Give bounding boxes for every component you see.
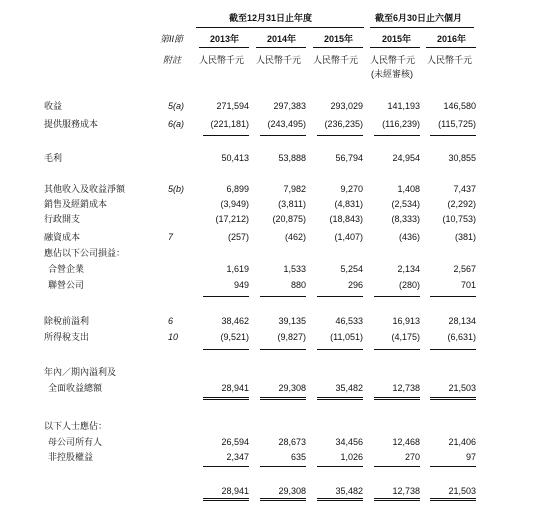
row-value: 30,855 [448,153,476,163]
row-value: (6,631) [447,332,476,342]
row-value: 21,503 [448,383,476,393]
period-group-header-dec: 截至12月31日止年度 [229,13,313,23]
subtotal-line [260,466,306,467]
row-note: 6 [168,316,174,326]
section-label: 第II節 [160,34,184,44]
row-note: 10 [168,332,179,342]
row-value: (17,212) [215,214,249,224]
unit-label: 人民幣千元 [370,55,416,65]
unit-label: 人民幣千元 [199,55,245,65]
row-value: 50,413 [221,153,249,163]
note-label: 附註 [163,55,182,65]
row-value: 28,673 [278,437,306,447]
row-value: 141,193 [387,101,420,111]
row-value: 28,134 [448,316,476,326]
subtotal-line [203,466,249,467]
row-value: (8,333) [391,214,420,224]
row-value: (381) [454,232,476,242]
year-underline [370,47,420,48]
row-value: (1,407) [334,232,363,242]
row-note: 6(a) [168,119,185,129]
subtotal-line [374,296,420,297]
year-underline [199,47,249,48]
row-value: 56,794 [335,153,363,163]
total-double-line [203,498,249,501]
row-value: (243,495) [267,119,306,129]
total-double-line [260,397,306,400]
row-value: 12,468 [392,437,420,447]
subtotal-line [317,296,363,297]
row-value: (11,051) [330,332,363,342]
row-value: 2,347 [226,452,249,462]
row-value: (3,949) [220,199,249,209]
row-value: 12,738 [392,486,420,496]
row-value: (236,235) [324,119,363,129]
row-value: 26,594 [221,437,249,447]
row-value: (280) [398,280,420,290]
subtotal-line [203,135,249,136]
row-label: 合營企業 [48,264,85,274]
unit-label: 人民幣千元 [256,55,302,65]
year-header: 2014年 [267,34,297,44]
row-value: 270 [404,452,420,462]
row-value: (115,725) [438,119,476,129]
year-header: 2013年 [210,34,240,44]
row-label: 所得稅支出 [44,332,90,342]
row-value: 21,503 [448,486,476,496]
row-value: 16,913 [392,316,420,326]
row-value: 297,383 [273,101,306,111]
subtotal-line [260,349,306,350]
row-label: 母公司所有人 [48,437,103,447]
subtotal-line [374,349,420,350]
row-label: 應佔以下公司損益： [44,248,126,258]
row-value: 12,738 [392,383,420,393]
group-underline-dec [196,27,364,28]
year-header: 2015年 [382,34,412,44]
year-header: 2015年 [324,34,354,44]
row-value: (4,831) [334,199,363,209]
total-double-line [317,498,363,501]
row-value: 880 [290,280,306,290]
row-value: 701 [460,280,476,290]
group-underline-jun [370,27,474,28]
subtotal-line [374,135,420,136]
row-value: 146,580 [443,101,476,111]
row-value: (10,753) [442,214,476,224]
row-value: 53,888 [278,153,306,163]
year-underline [426,47,476,48]
row-value: (436) [398,232,420,242]
row-value: 21,406 [448,437,476,447]
row-value: 2,134 [397,264,420,274]
unaudited-label: (未經審核) [371,69,413,79]
total-double-line [203,397,249,400]
row-value: 5,254 [340,264,363,274]
row-note: 5(a) [168,101,185,111]
row-value: 635 [290,452,306,462]
row-value: 34,456 [335,437,363,447]
subtotal-line [317,466,363,467]
row-value: (462) [284,232,306,242]
row-label: 融資成本 [44,232,81,242]
total-double-line [374,397,420,400]
row-value: (257) [227,232,249,242]
row-value: 28,941 [221,383,249,393]
row-label: 銷售及經銷成本 [44,199,108,209]
unit-label: 人民幣千元 [427,55,473,65]
row-value: 35,482 [335,486,363,496]
total-double-line [374,498,420,501]
year-underline [313,47,363,48]
row-value: 949 [233,280,249,290]
row-label: 年內／期內溢利及 [44,367,117,377]
row-value: 7,437 [453,184,476,194]
total-double-line [430,498,476,501]
row-note: 7 [168,232,174,242]
subtotal-line [430,135,476,136]
subtotal-line [317,349,363,350]
row-value: (4,175) [391,332,420,342]
subtotal-line [203,349,249,350]
row-label: 以下人士應佔： [44,421,108,431]
row-value: 29,308 [278,486,306,496]
total-double-line [317,397,363,400]
subtotal-line [430,296,476,297]
row-value: 293,029 [330,101,363,111]
row-label: 提供服務成本 [44,119,99,129]
subtotal-line [317,135,363,136]
row-value: (9,521) [220,332,249,342]
subtotal-line [374,466,420,467]
row-label: 其他收入及收益淨額 [44,184,126,194]
row-label: 行政開支 [44,214,81,224]
row-value: 28,941 [221,486,249,496]
row-value: (221,181) [210,119,249,129]
row-value: 296 [347,280,363,290]
row-value: (9,827) [277,332,306,342]
unit-label: 人民幣千元 [313,55,359,65]
row-value: 6,899 [226,184,249,194]
subtotal-line [430,349,476,350]
row-value: 7,982 [283,184,306,194]
row-label: 聯營公司 [48,280,85,290]
row-label: 毛利 [44,153,63,163]
row-value: 97 [465,452,476,462]
subtotal-line [260,135,306,136]
row-label: 非控股權益 [48,452,94,462]
row-value: (20,875) [272,214,306,224]
row-value: 1,533 [283,264,306,274]
row-value: (2,292) [447,199,476,209]
row-value: 38,462 [221,316,249,326]
subtotal-line [260,296,306,297]
row-value: 29,308 [278,383,306,393]
period-group-header-jun: 截至6月30日止六個月 [375,13,463,23]
total-double-line [430,397,476,400]
row-note: 5(b) [168,184,185,194]
row-value: (116,239) [382,119,420,129]
row-value: 24,954 [392,153,420,163]
row-label: 收益 [44,101,63,111]
row-value: 1,619 [226,264,249,274]
row-value: 1,026 [340,452,363,462]
row-value: (2,534) [391,199,420,209]
row-value: 2,567 [453,264,476,274]
row-value: 9,270 [340,184,363,194]
row-value: (18,843) [329,214,363,224]
row-value: 46,533 [335,316,363,326]
row-label: 除稅前溢利 [44,316,90,326]
year-underline [256,47,306,48]
subtotal-line [430,466,476,467]
year-header: 2016年 [437,34,467,44]
total-double-line [260,498,306,501]
row-value: 39,135 [278,316,306,326]
row-label: 全面收益總額 [48,383,103,393]
subtotal-line [203,296,249,297]
row-value: 271,594 [216,101,249,111]
row-value: 1,408 [397,184,420,194]
row-value: (3,811) [278,199,306,209]
row-value: 35,482 [335,383,363,393]
